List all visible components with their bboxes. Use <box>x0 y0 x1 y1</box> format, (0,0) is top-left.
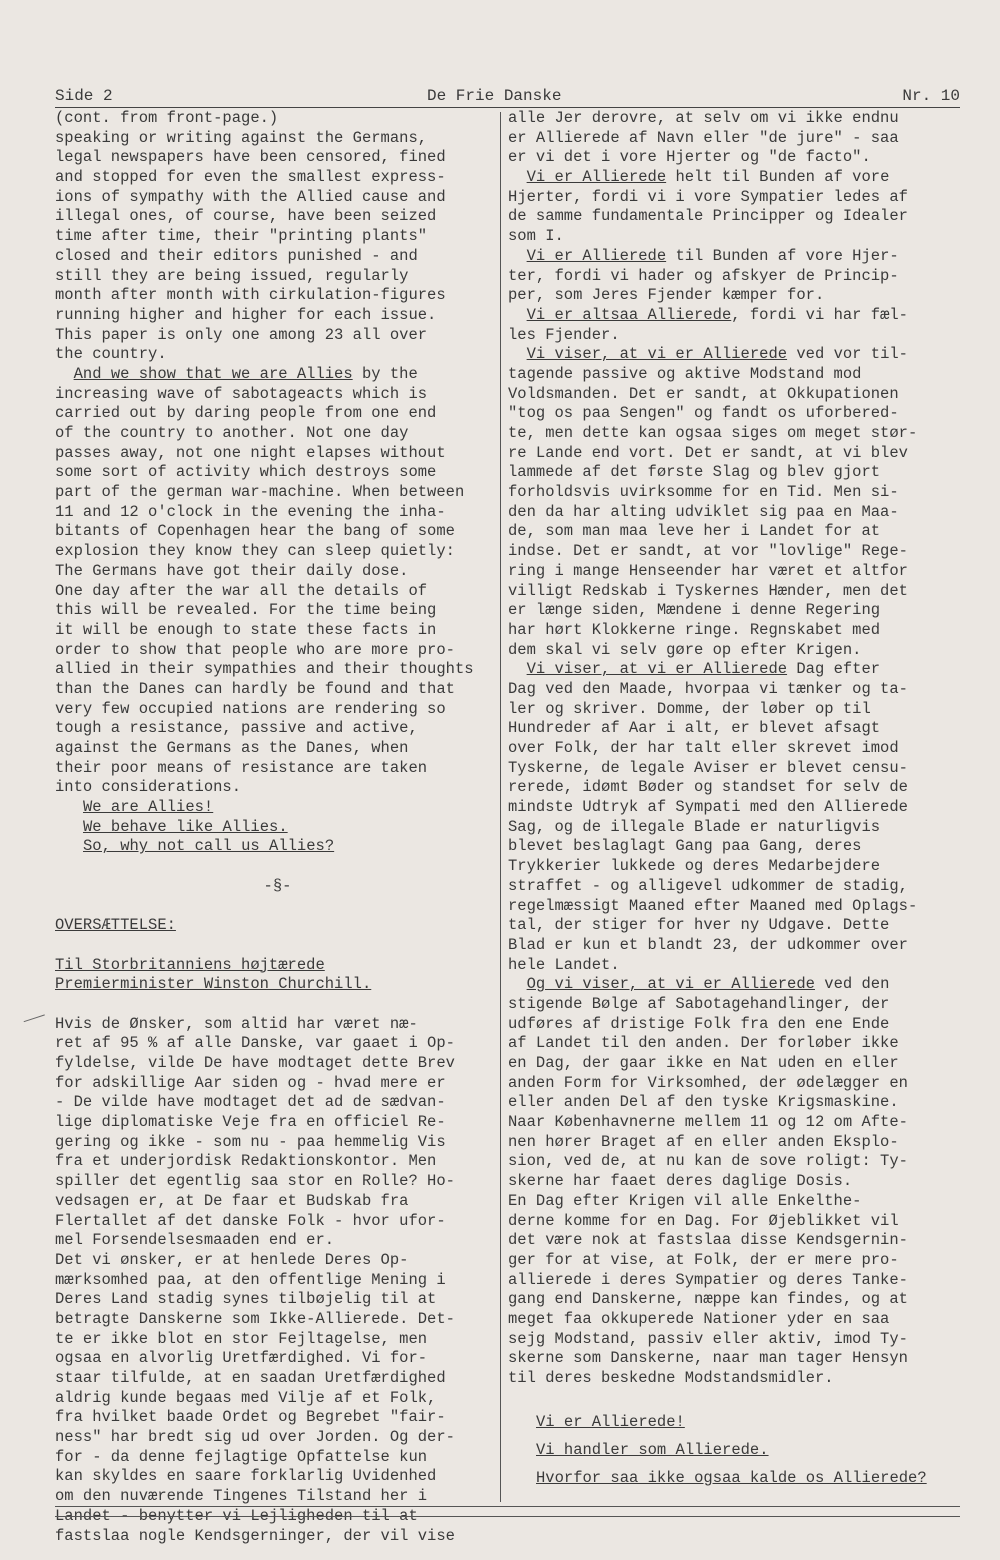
text-line: skerne som Danskerne, naar man tager Hensyn <box>508 1349 908 1368</box>
address-line-1: Til Storbritanniens højtærede <box>55 955 325 974</box>
danish-text-part-1 <box>55 1015 500 1547</box>
closing-line-2: We behave like Allies. <box>83 817 288 836</box>
text-line: gang end Danskerne, næppe kan findes, og at <box>508 1290 908 1309</box>
text-line <box>508 660 968 680</box>
text-line: very few occupied nations are rendering so <box>55 699 446 718</box>
text-line: closed and their editors punished - and <box>55 246 418 265</box>
paragraph-lines <box>508 326 968 346</box>
text-line: explosion they know they can sleep quietly: <box>55 542 455 561</box>
text-line: kan skyldes en saare forklarlig Uvidenhed <box>55 1467 437 1486</box>
paragraph-lines <box>508 995 968 1389</box>
text-line: hele Landet. <box>508 955 620 974</box>
text-line: som I. <box>508 227 564 246</box>
text-line: 11 and 12 o'clock in the evening the inha- <box>55 502 446 521</box>
text-line: Deres Land stadig synes tilbøjelig til at <box>55 1290 437 1309</box>
text-line: om den nuværende Tingenes Tilstand her i <box>55 1487 428 1506</box>
text-line: sejg Modstand, passiv eller aktiv, imod Ty- <box>508 1329 908 1348</box>
text-line: The Germans have got their daily dose. <box>55 561 409 580</box>
text-line: Landet - benytter vi Lejligheden til at <box>55 1506 418 1525</box>
paragraph-lines <box>508 365 968 660</box>
text-line: te er ikke blot en stor Fejltagelse, men <box>55 1329 428 1348</box>
text-line: det være nok at fastslaa disse Kendsgernin- <box>508 1231 908 1250</box>
text-line <box>508 306 968 326</box>
text-line <box>508 168 968 188</box>
text-line: ness" har bredt sig ud over Jorden. Og der- <box>55 1428 455 1447</box>
page-header <box>55 86 960 108</box>
text-line: (cont. from front-page.) <box>55 109 279 127</box>
text-line: fra et underjordisk Redaktionskontor. Men <box>55 1152 437 1171</box>
text-line: tough a resistance, passive and active, <box>55 719 418 738</box>
text-line: ions of sympathy with the Allied cause and <box>55 187 446 206</box>
text-line: the country. <box>55 345 167 364</box>
text-line: ler og skriver. Domme, der løber op til <box>508 699 871 718</box>
text-line: er længe siden, Mændene i denne Regering <box>508 601 881 620</box>
underlined-phrase: Vi viser, at vi er Allierede <box>526 660 788 679</box>
text-line: ogsaa en alvorlig Uretfærdighed. Vi for- <box>55 1349 428 1368</box>
text-line: into considerations. <box>55 778 242 797</box>
text-line: vedsagen er, at De faar et Budskab fra <box>55 1191 409 1210</box>
text-line: lige diplomatiske Veje fra en officiel Re- <box>55 1113 446 1132</box>
text-fragment: ved vor til- <box>787 345 908 364</box>
text-line: Voldsmanden. Det er sandt, at Okkupationen <box>508 384 899 403</box>
text-line: blevet beslaglagt Gang paa Gang, deres <box>508 837 862 856</box>
text-line: Trykkerier lukkede og deres Medarbejdere <box>508 857 881 876</box>
text-line: fra hvilket baade Ordet og Begrebet "fair- <box>55 1408 446 1427</box>
text-line: Blad er kun et blandt 23, der udkommer over <box>508 935 908 954</box>
text-line: sion, ved de, at nu kan de sove roligt: Ty- <box>508 1152 908 1171</box>
underlined-phrase: Vi er Allierede <box>526 246 667 265</box>
text-line: fyldelse, vilde De have modtaget dette Brev <box>55 1054 455 1072</box>
margin-mark <box>21 1007 45 1022</box>
text-line: and stopped for even the smallest express- <box>55 168 446 187</box>
underlined-phrase: Vi er altsaa Allierede <box>526 305 732 324</box>
text-line: mærksomhed paa, at den offentlige Mening i <box>55 1270 446 1289</box>
text-line: carried out by daring people from one end <box>55 404 437 423</box>
text-line: lammede af det første Slag og blev gjort <box>508 463 881 482</box>
text-line: over Folk, der har talt eller skrevet imod <box>508 739 899 757</box>
underlined-phrase: Vi er Allierede <box>526 168 667 187</box>
text-line: te, men dette kan ogsaa siges om meget stør- <box>508 424 918 442</box>
text-line: "tog os paa Sengen" og fandt os uforbered- <box>508 404 899 423</box>
closing-line-3: Hvorfor saa ikke ogsaa kalde os Allierede? <box>536 1469 927 1488</box>
text-line: de, som man maa leve her i Landet for at <box>508 522 881 541</box>
text-line: Det vi ønsker, er at henlede Deres Op- <box>55 1250 409 1269</box>
text-fragment: by the <box>352 364 418 383</box>
english-closing <box>55 798 500 857</box>
text-line: Hjerter, fordi vi i vore Sympatier ledes af <box>508 187 908 206</box>
text-line: illegal ones, of course, have been seized <box>55 207 437 226</box>
header-rule <box>55 107 960 108</box>
text-line: it will be enough to state these facts in <box>55 620 437 639</box>
text-line: fastslaa nogle Kendsgerninger, der vil vise <box>55 1526 455 1545</box>
closing-line-3: So, why not call us Allies? <box>83 837 335 856</box>
underlined-phrase: Og vi viser, at vi er Allierede <box>526 975 815 994</box>
text-line: anden Form for Virksomhed, der ødelægger en <box>508 1073 908 1092</box>
text-line: Sag, og de illegale Blade er naturligvis <box>508 817 881 836</box>
english-text-part-2 <box>55 385 500 798</box>
text-line: than the Danes can hardly be found and that <box>55 679 455 698</box>
text-line: forholdsvis uvirksomme for en Tid. Men si- <box>508 483 899 502</box>
text-line <box>508 975 968 995</box>
text-line: udføres af dristige Folk fra den ene Ende <box>508 1014 890 1033</box>
underlined-phrase: Vi viser, at vi er Allierede <box>526 345 788 364</box>
text-fragment: ved den <box>814 975 890 994</box>
text-line: some sort of activity which destroys some <box>55 463 437 482</box>
text-line: for adskillige Aar siden og - hvad mere er <box>55 1073 446 1092</box>
paper-title: De Frie Danske <box>427 87 562 105</box>
text-line: month after month with cirkulation-figures <box>55 286 446 305</box>
text-line: this will be revealed. For the time being <box>55 601 437 620</box>
text-fragment: Dag efter <box>787 660 881 679</box>
text-line: nen hører Braget af en eller anden Eksplo- <box>508 1132 899 1151</box>
text-line: - De vilde have modtaget det ad de sædvan- <box>55 1093 446 1112</box>
text-line: Hundreder af Aar i alt, er blevet afsagt <box>508 719 881 738</box>
text-line: allierede i deres Sympatier og deres Tanke- <box>508 1270 908 1289</box>
issue-number: Nr. 10 <box>902 87 960 105</box>
text-line: eller anden Del af den tyske Krigsmaskine. <box>508 1093 899 1112</box>
address-line-2: Premierminister Winston Churchill. <box>55 975 372 994</box>
text-line: against the Germans as the Danes, when <box>55 739 409 757</box>
text-line: Hvis de Ønsker, som altid har været næ- <box>55 1014 418 1033</box>
text-line: villigt Redskab i Tyskernes Hænder, men det <box>508 581 908 600</box>
text-line: of the country to another. Not one day <box>55 424 409 442</box>
text-line: legal newspapers have been censored, fined <box>55 148 446 167</box>
closing-line-1: We are Allies! <box>83 798 214 817</box>
paragraph-lines <box>508 188 968 247</box>
text-line: en Dag, der gaar ikke en Nat uden en eller <box>508 1054 899 1072</box>
text-line: rerede, idømt Bøder og standset for selv de <box>508 778 908 797</box>
text-line: increasing wave of sabotageacts which is <box>55 384 428 403</box>
text-fragment: , fordi vi har fæl- <box>731 305 908 324</box>
text-fragment: helt til Bunden af vore <box>666 168 890 187</box>
text-line: for - da denne fejlagtige Opfattelse kun <box>55 1447 428 1466</box>
text-line: Tyskerne, de legale Aviser er blevet censu- <box>508 758 908 777</box>
text-line: Flertallet af det danske Folk - hvor ufor- <box>55 1211 446 1230</box>
text-line: ring i mange Henseender har været et altfor <box>508 561 908 580</box>
text-line: de samme fundamentale Principper og Idealer <box>508 207 908 226</box>
text-line: order to show that people who are more pro- <box>55 640 455 659</box>
right-column <box>508 109 968 1492</box>
text-line <box>508 247 968 267</box>
text-line <box>55 365 500 385</box>
text-line: gering og ikke - som nu - paa hemmelig Vis <box>55 1132 446 1151</box>
text-line: Dag ved den Maade, hvorpaa vi tænker og ta- <box>508 679 908 698</box>
text-line: running higher and higher for each issue. <box>55 305 437 324</box>
text-line: tagende passive og aktive Modstand mod <box>508 364 862 383</box>
text-fragment: til Bunden af vore Hjer- <box>666 246 899 265</box>
bottom-rule <box>55 1506 960 1507</box>
underlined-phrase: And we show that we are Allies <box>73 364 353 383</box>
text-line: allied in their sympathies and their thoughts <box>55 660 474 679</box>
english-text-part-1 <box>55 109 500 365</box>
text-line: passes away, not one night elapses without <box>55 443 446 462</box>
column-divider <box>500 112 501 1502</box>
danish-closing <box>508 1408 968 1492</box>
text-line: alle Jer derovre, at selv om vi ikke endnu <box>508 109 899 127</box>
section-heading: OVERSÆTTELSE: <box>55 916 176 935</box>
section-separator: -§- <box>263 876 292 895</box>
text-line: den da har alting udviklet sig paa en Maa- <box>508 502 899 521</box>
text-line: derne komme for en Dag. For Øjeblikket vil <box>508 1211 899 1230</box>
text-line: er vi det i vore Hjerter og "de facto". <box>508 148 871 167</box>
text-line <box>508 345 968 365</box>
paragraph-lines <box>508 680 968 975</box>
text-line: regelmæssigt Maaned efter Maaned med Oplags- <box>508 896 918 915</box>
text-line: af Landet til den anden. Der forløber ikke <box>508 1034 899 1053</box>
text-line: re Lande end vort. Det er sandt, at vi blev <box>508 443 908 462</box>
text-line: skerne har faaet deres daglige Dosis. <box>508 1172 853 1191</box>
bottom-rule-double <box>55 1516 960 1517</box>
text-line: mindste Udtryk af Sympati med den Allierede <box>508 798 908 817</box>
page-number: Side 2 <box>55 87 113 105</box>
text-line: staar tilfulde, at en saadan Uretfærdighed <box>55 1369 446 1387</box>
text-line: ter, fordi vi hader og afskyer de Princip- <box>508 266 899 285</box>
paragraph-lines <box>508 267 968 306</box>
text-line: straffet - og alligevel udkommer de stadig, <box>508 876 908 895</box>
text-line: bitants of Copenhagen hear the bang of some <box>55 522 455 541</box>
text-line: part of the german war-machine. When between <box>55 483 465 502</box>
text-line: per, som Jeres Fjender kæmper for. <box>508 286 825 305</box>
text-line: betragte Danskerne som Ikke-Allierede. Det- <box>55 1309 455 1328</box>
text-line: meget faa okkuperede Nationer yder en saa <box>508 1309 890 1328</box>
text-line: les Fjender. <box>508 325 620 344</box>
text-line: ret af 95 % af alle Danske, var gaaet i Op- <box>55 1034 455 1053</box>
danish-text-part-2 <box>508 109 968 168</box>
text-line: spiller det egentlig saa stor en Rolle? Ho- <box>55 1172 455 1191</box>
text-line: stigende Bølge af Sabotagehandlinger, der <box>508 994 890 1013</box>
left-column <box>55 109 500 1546</box>
text-line: This paper is only one among 23 all over <box>55 325 428 344</box>
text-line: til deres beskedne Modstandsmidler. <box>508 1369 834 1387</box>
text-line: er Allierede af Navn eller "de jure" - saa <box>508 128 899 147</box>
text-line: aldrig kunde begaas med Vilje af et Folk, <box>55 1388 437 1407</box>
text-line: ger for at vise, at Folk, der er mere pro- <box>508 1250 899 1269</box>
text-line: Naar Københavnerne mellem 11 og 12 om Afte- <box>508 1113 908 1132</box>
text-line: indse. Det er sandt, at vor "lovlige" Rege- <box>508 542 908 561</box>
text-line: still they are being issued, regularly <box>55 266 409 285</box>
closing-line-2: Vi handler som Allierede. <box>536 1441 769 1460</box>
text-line: their poor means of resistance are taken <box>55 758 428 777</box>
closing-line-1: Vi er Allierede! <box>536 1413 685 1432</box>
text-line: dem skal vi selv gøre op efter Krigen. <box>508 640 862 659</box>
text-line: tal, der stiger for hver ny Udgave. Dette <box>508 916 890 935</box>
text-line: speaking or writing against the Germans, <box>55 128 428 147</box>
text-line: har hørt Klokkerne ringe. Regnskabet med <box>508 620 881 639</box>
text-line: mel Forsendelsesmaaden end er. <box>55 1231 335 1250</box>
text-line: time after time, their "printing plants" <box>55 227 428 246</box>
text-line: En Dag efter Krigen vil alle Enkelthe- <box>508 1191 862 1210</box>
text-line: One day after the war all the details of <box>55 581 428 600</box>
